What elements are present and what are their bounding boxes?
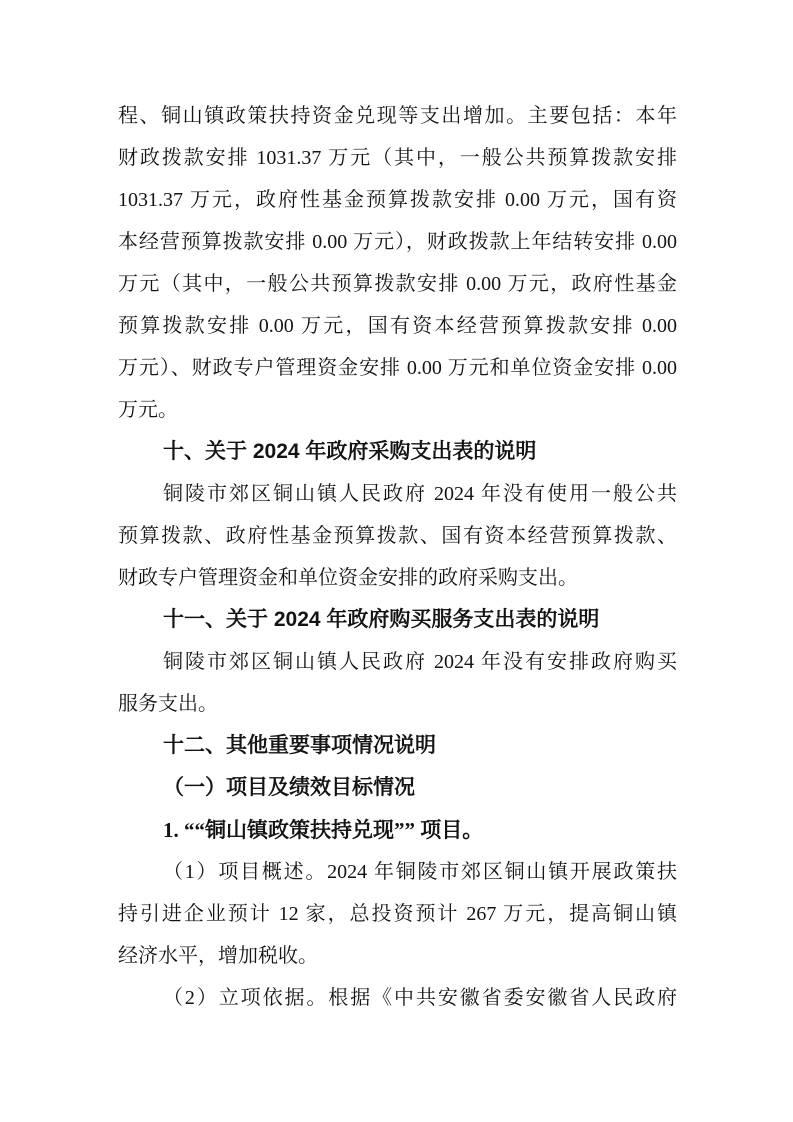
text-line: 万元（其中，一般公共预算拨款安排 0.00 万元，政府性基金 [118, 273, 677, 295]
text-line: 服务支出。 [118, 693, 218, 715]
text-line: 持引进企业预计 12 家，总投资预计 267 万元，提高铜山镇 [118, 903, 677, 925]
text-line: 本经营预算拨款安排 0.00 万元），财政拨款上年结转安排 0.00 [118, 231, 677, 253]
text-line: 经济水平，增加税收。 [118, 945, 318, 967]
section-heading: 十、关于 2024 年政府采购支出表的说明 [163, 440, 537, 463]
text-line: 程、铜山镇政策扶持资金兑现等支出增加。主要包括：本年 [118, 105, 677, 127]
text-line: 铜陵市郊区铜山镇人民政府 2024 年没有安排政府购买 [163, 651, 677, 673]
text-line: 预算拨款安排 0.00 万元，国有资本经营预算拨款安排 0.00 [118, 315, 677, 337]
text-line: 财政专户管理资金和单位资金安排的政府采购支出。 [118, 567, 578, 589]
section-heading: （一）项目及绩效目标情况 [163, 776, 415, 799]
text-line: 万元）、财政专户管理资金安排 0.00 万元和单位资金安排 0.00 [118, 357, 677, 379]
text-line: 财政拨款安排 1031.37 万元（其中，一般公共预算拨款安排 [118, 147, 677, 169]
project-heading: 1. ““铜山镇政策扶持兑现”” 项目。 [163, 818, 484, 842]
text-line: 万元。 [118, 399, 178, 421]
text-line: （2）立项依据。根据《中共安徽省委安徽省人民政府 [163, 987, 677, 1009]
document-text-block [118, 95, 677, 1019]
text-line: （1）项目概述。2024 年铜陵市郊区铜山镇开展政策扶 [163, 861, 677, 883]
text-line: 1031.37 万元，政府性基金预算拨款安排 0.00 万元，国有资 [118, 189, 677, 211]
section-heading: 十二、其他重要事项情况说明 [163, 734, 436, 757]
section-heading: 十一、关于 2024 年政府购买服务支出表的说明 [163, 608, 600, 631]
text-line: 铜陵市郊区铜山镇人民政府 2024 年没有使用一般公共 [163, 483, 677, 505]
text-line: 预算拨款、政府性基金预算拨款、国有资本经营预算拨款、 [118, 525, 677, 547]
